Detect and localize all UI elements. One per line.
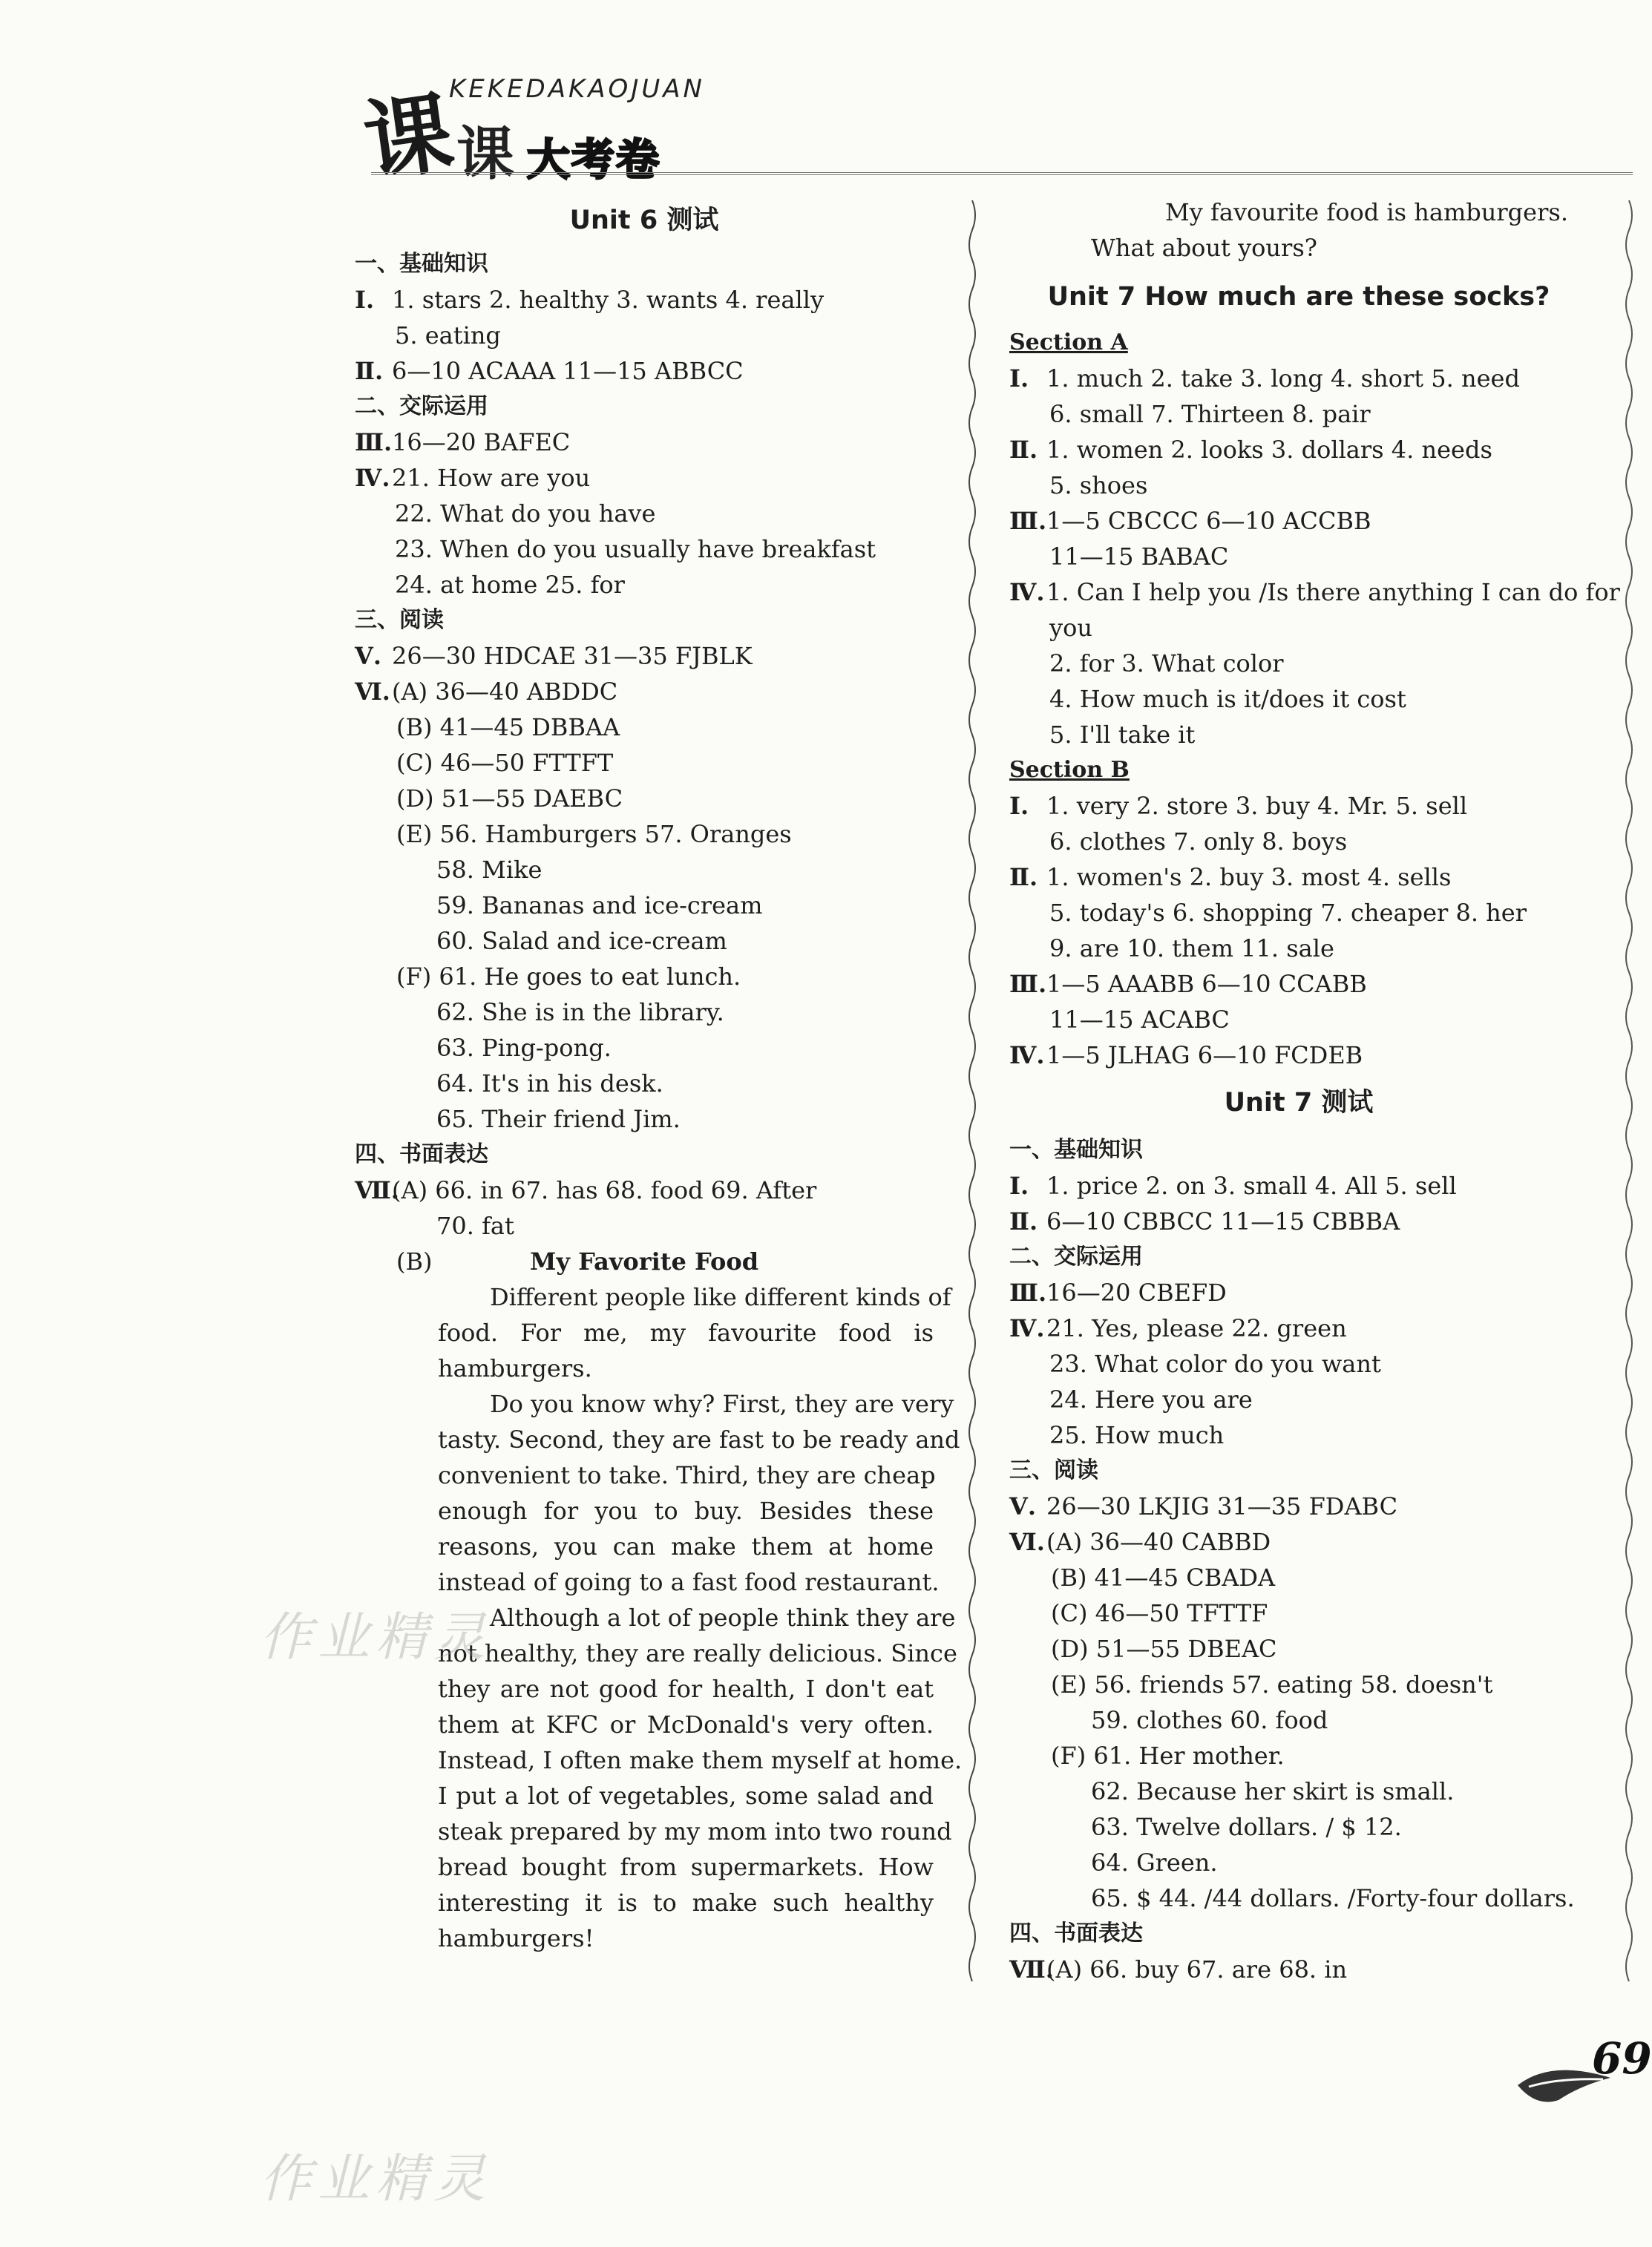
answer-line	[1009, 859, 1588, 895]
section-heading: 四、书面表达	[1009, 1920, 1143, 1946]
section-heading: 二、交际运用	[355, 393, 488, 419]
essay-line: enough for you to buy. Besides these	[438, 1497, 934, 1525]
answer-line: 62. Because her skirt is small.	[1091, 1777, 1455, 1805]
answer-line	[1009, 1204, 1588, 1239]
answer-line: (D) 51—55 DAEBC	[396, 784, 623, 813]
page-number: 69	[1592, 2033, 1652, 2084]
answer-line: 9. are 10. them 11. sale	[1049, 934, 1334, 962]
answer-text: (A) 66. in 67. has 68. food 69. After	[392, 1176, 817, 1204]
answer-line	[355, 460, 934, 496]
logo-char-small: 课	[456, 120, 515, 188]
answer-line: 4. How much is it/does it cost	[1049, 685, 1406, 713]
answer-line	[1009, 574, 1620, 610]
essay-continuation: What about yours?	[1091, 234, 1317, 262]
answer-line: 65. $ 44. /44 dollars. /Forty-four dollars.	[1091, 1884, 1575, 1912]
answer-line: 59. clothes 60. food	[1091, 1706, 1328, 1734]
answer-line: (D) 51—55 DBEAC	[1051, 1635, 1277, 1663]
answer-line: 70. fat	[436, 1212, 514, 1240]
answer-line: 65. Their friend Jim.	[436, 1105, 681, 1133]
essay-line: bread bought from supermarkets. How	[438, 1853, 934, 1881]
answer-line: 64. It's in his desk.	[436, 1069, 663, 1098]
essay-line: they are not good for health, I don't eat	[438, 1675, 934, 1703]
section-heading: 一、基础知识	[355, 251, 488, 277]
answer-line: 6. clothes 7. only 8. boys	[1049, 827, 1348, 856]
answer-line: 11—15 BABAC	[1049, 542, 1229, 571]
essay-line: interesting it is to make such healthy	[438, 1889, 934, 1917]
roman-numeral: Ⅳ.	[1009, 1314, 1045, 1342]
answer-text: 1. Can I help you /Is there anything I can do for	[1046, 578, 1620, 606]
answer-text: 6—10 CBBCC 11—15 CBBBA	[1046, 1207, 1400, 1236]
answer-text: 1. price 2. on 3. small 4. All 5. sell	[1046, 1172, 1457, 1200]
roman-numeral: Ⅵ.	[1009, 1528, 1045, 1556]
answer-text: (A) 66. buy 67. are 68. in	[1046, 1955, 1348, 1984]
answer-line: 23. When do you usually have breakfast	[395, 535, 876, 563]
essay-line: Instead, I often make them myself at home.	[438, 1746, 963, 1774]
logo-char-big: 课	[358, 79, 459, 194]
roman-numeral: Ⅴ.	[1009, 1492, 1036, 1521]
answer-line: 5. eating	[395, 321, 501, 350]
answer-line	[1009, 361, 1588, 396]
roman-numeral: Ⅱ.	[1009, 1207, 1038, 1236]
essay-line: them at KFC or McDonald's very often.	[438, 1710, 934, 1739]
answer-line	[1009, 1168, 1588, 1204]
answer-line: 64. Green.	[1091, 1849, 1218, 1877]
answer-line	[355, 282, 934, 318]
unit7-title: Unit 7 How much are these socks?	[1047, 282, 1550, 312]
essay-line: reasons, you can make them at home	[438, 1532, 934, 1561]
answer-line: (B) 41—45 CBADA	[1051, 1564, 1276, 1592]
watermark: 作业精灵	[260, 2148, 491, 2209]
answer-line: 62. She is in the library.	[436, 998, 724, 1026]
essay-line: I put a lot of vegetables, some salad and	[438, 1782, 934, 1810]
answer-line	[355, 674, 934, 709]
answer-line	[355, 424, 934, 460]
answer-line: 63. Twelve dollars. / $ 12.	[1091, 1813, 1402, 1841]
essay-line: not healthy, they are really delicious. Since	[438, 1639, 957, 1667]
right-edge-divider	[1622, 200, 1636, 1981]
answer-text: 1. women's 2. buy 3. most 4. sells	[1046, 863, 1452, 891]
answer-line: (E) 56. friends 57. eating 58. doesn't	[1051, 1670, 1493, 1699]
answer-line	[1009, 1037, 1588, 1073]
section-heading: 三、阅读	[1009, 1457, 1098, 1483]
answer-line	[1009, 503, 1588, 539]
answer-line: 60. Salad and ice-cream	[436, 927, 727, 955]
answer-line: 5. today's 6. shopping 7. cheaper 8. her	[1049, 899, 1527, 927]
answer-line: 59. Bananas and ice-cream	[436, 891, 763, 919]
answer-line: (B) 41—45 DBBAA	[396, 713, 620, 741]
section-heading: 三、阅读	[355, 607, 444, 633]
answer-text: 1. very 2. store 3. buy 4. Mr. 5. sell	[1046, 792, 1468, 820]
answer-line: 5. I'll take it	[1049, 721, 1196, 749]
answer-line	[1009, 1524, 1588, 1560]
unit6-test-title: Unit 6 测试	[569, 206, 719, 235]
answer-line: (C) 46—50 TFTTF	[1051, 1599, 1268, 1627]
essay-line: Different people like different kinds of	[490, 1283, 951, 1311]
section-heading: 二、交际运用	[1009, 1244, 1143, 1270]
answer-line: you	[1049, 614, 1092, 642]
answer-line: (F) 61. Her mother.	[1051, 1742, 1285, 1770]
answer-line	[1009, 1275, 1588, 1311]
essay-line: Although a lot of people think they are	[490, 1604, 956, 1632]
roman-numeral: Ⅲ.	[1009, 970, 1047, 998]
answer-line: 11—15 ACABC	[1049, 1006, 1230, 1034]
roman-numeral: Ⅰ.	[1009, 792, 1029, 820]
answer-line	[355, 1172, 934, 1208]
roman-numeral: Ⅲ.	[1009, 507, 1047, 535]
answer-line: 63. Ping-pong.	[436, 1034, 612, 1062]
essay-header-line	[355, 1244, 934, 1279]
answer-line: 5. shoes	[1049, 471, 1148, 499]
logo-tag: 大考卷	[527, 134, 661, 185]
answer-line: 58. Mike	[436, 856, 543, 884]
answer-line	[1009, 1952, 1588, 1987]
roman-numeral: Ⅲ.	[355, 428, 393, 456]
answer-line: 6. small 7. Thirteen 8. pair	[1049, 400, 1371, 428]
essay-title: My Favorite Food	[529, 1247, 759, 1276]
roman-numeral: Ⅴ.	[355, 642, 381, 670]
answer-line	[355, 353, 934, 389]
answer-text: 16—20 BAFEC	[392, 428, 571, 456]
answer-line: (C) 46—50 FTTFT	[396, 749, 614, 777]
roman-numeral: Ⅱ.	[1009, 436, 1038, 464]
roman-numeral: Ⅲ.	[1009, 1279, 1047, 1307]
answer-line	[1009, 1311, 1588, 1346]
answer-text: 1. stars 2. healthy 3. wants 4. really	[392, 286, 825, 314]
answer-text: 1—5 AAABB 6—10 CCABB	[1046, 970, 1367, 998]
answer-line	[1009, 1489, 1588, 1524]
roman-numeral: Ⅶ.	[1009, 1955, 1054, 1984]
answer-text: 26—30 HDCAE 31—35 FJBLK	[392, 642, 753, 670]
answer-line: (E) 56. Hamburgers 57. Oranges	[396, 820, 792, 848]
left-column	[355, 194, 963, 1956]
essay-line: instead of going to a fast food restaurant.	[438, 1568, 940, 1596]
roman-numeral: Ⅳ.	[1009, 578, 1045, 606]
roman-numeral: Ⅱ.	[355, 357, 384, 385]
answer-text: 21. How are you	[392, 464, 591, 492]
essay-line: convenient to take. Third, they are cheap	[438, 1461, 936, 1489]
answer-line: 24. at home 25. for	[395, 571, 625, 599]
answer-text: 16—20 CBEFD	[1046, 1279, 1227, 1307]
answer-text: 1. much 2. take 3. long 4. short 5. need	[1046, 364, 1520, 393]
section-heading: 四、书面表达	[355, 1141, 488, 1167]
answer-text: (A) 36—40 CABBD	[1046, 1528, 1271, 1556]
essay-line: food. For me, my favourite food is	[438, 1319, 934, 1347]
section-a-heading: Section A	[1009, 329, 1128, 355]
answer-text: 1—5 CBCCC 6—10 ACCBB	[1046, 507, 1371, 535]
answer-line	[1009, 788, 1588, 824]
roman-numeral: Ⅵ.	[355, 678, 390, 706]
essay-line: Do you know why? First, they are very	[490, 1390, 954, 1418]
answer-line: 22. What do you have	[395, 499, 656, 528]
unit7-test-title: Unit 7 测试	[1224, 1088, 1374, 1118]
essay-line: hamburgers.	[438, 1354, 592, 1382]
roman-numeral: Ⅰ.	[1009, 364, 1029, 393]
part-label: (B)	[396, 1247, 433, 1276]
answer-line	[355, 638, 934, 674]
roman-numeral: Ⅶ.	[355, 1176, 399, 1204]
answer-line: 24. Here you are	[1049, 1385, 1253, 1414]
answer-line: 2. for 3. What color	[1049, 649, 1284, 678]
answer-text: 21. Yes, please 22. green	[1046, 1314, 1347, 1342]
answer-line: 25. How much	[1049, 1421, 1225, 1449]
header-rule	[371, 172, 1633, 175]
book-header	[327, 67, 1633, 194]
column-divider	[965, 200, 980, 1996]
watermark: 作业精灵	[260, 1607, 491, 1667]
answer-text: 26—30 LKJIG 31—35 FDABC	[1046, 1492, 1398, 1521]
essay-line: steak prepared by my mom into two round	[438, 1817, 952, 1846]
section-heading: 一、基础知识	[1009, 1137, 1143, 1163]
logo-pinyin: KEKEDAKAOJUAN	[449, 74, 705, 104]
roman-numeral: Ⅰ.	[355, 286, 375, 314]
answer-line: (F) 61. He goes to eat lunch.	[396, 962, 741, 991]
roman-numeral: Ⅳ.	[1009, 1041, 1045, 1069]
roman-numeral: Ⅱ.	[1009, 863, 1038, 891]
answer-line	[1009, 966, 1588, 1002]
roman-numeral: Ⅳ.	[355, 464, 390, 492]
essay-line: tasty. Second, they are fast to be ready and	[438, 1426, 960, 1454]
answer-text: (A) 36—40 ABDDC	[392, 678, 618, 706]
right-column	[1009, 194, 1620, 1987]
answer-text: 1—5 JLHAG 6—10 FCDEB	[1046, 1041, 1363, 1069]
section-b-heading: Section B	[1009, 757, 1130, 783]
roman-numeral: Ⅰ.	[1009, 1172, 1029, 1200]
answer-text: 6—10 ACAAA 11—15 ABBCC	[392, 357, 744, 385]
answer-text: 1. women 2. looks 3. dollars 4. needs	[1046, 436, 1492, 464]
answer-line: 23. What color do you want	[1049, 1350, 1381, 1378]
essay-line: hamburgers!	[438, 1924, 594, 1952]
essay-continuation: My favourite food is hamburgers.	[1165, 198, 1568, 226]
answer-line	[1009, 432, 1588, 468]
